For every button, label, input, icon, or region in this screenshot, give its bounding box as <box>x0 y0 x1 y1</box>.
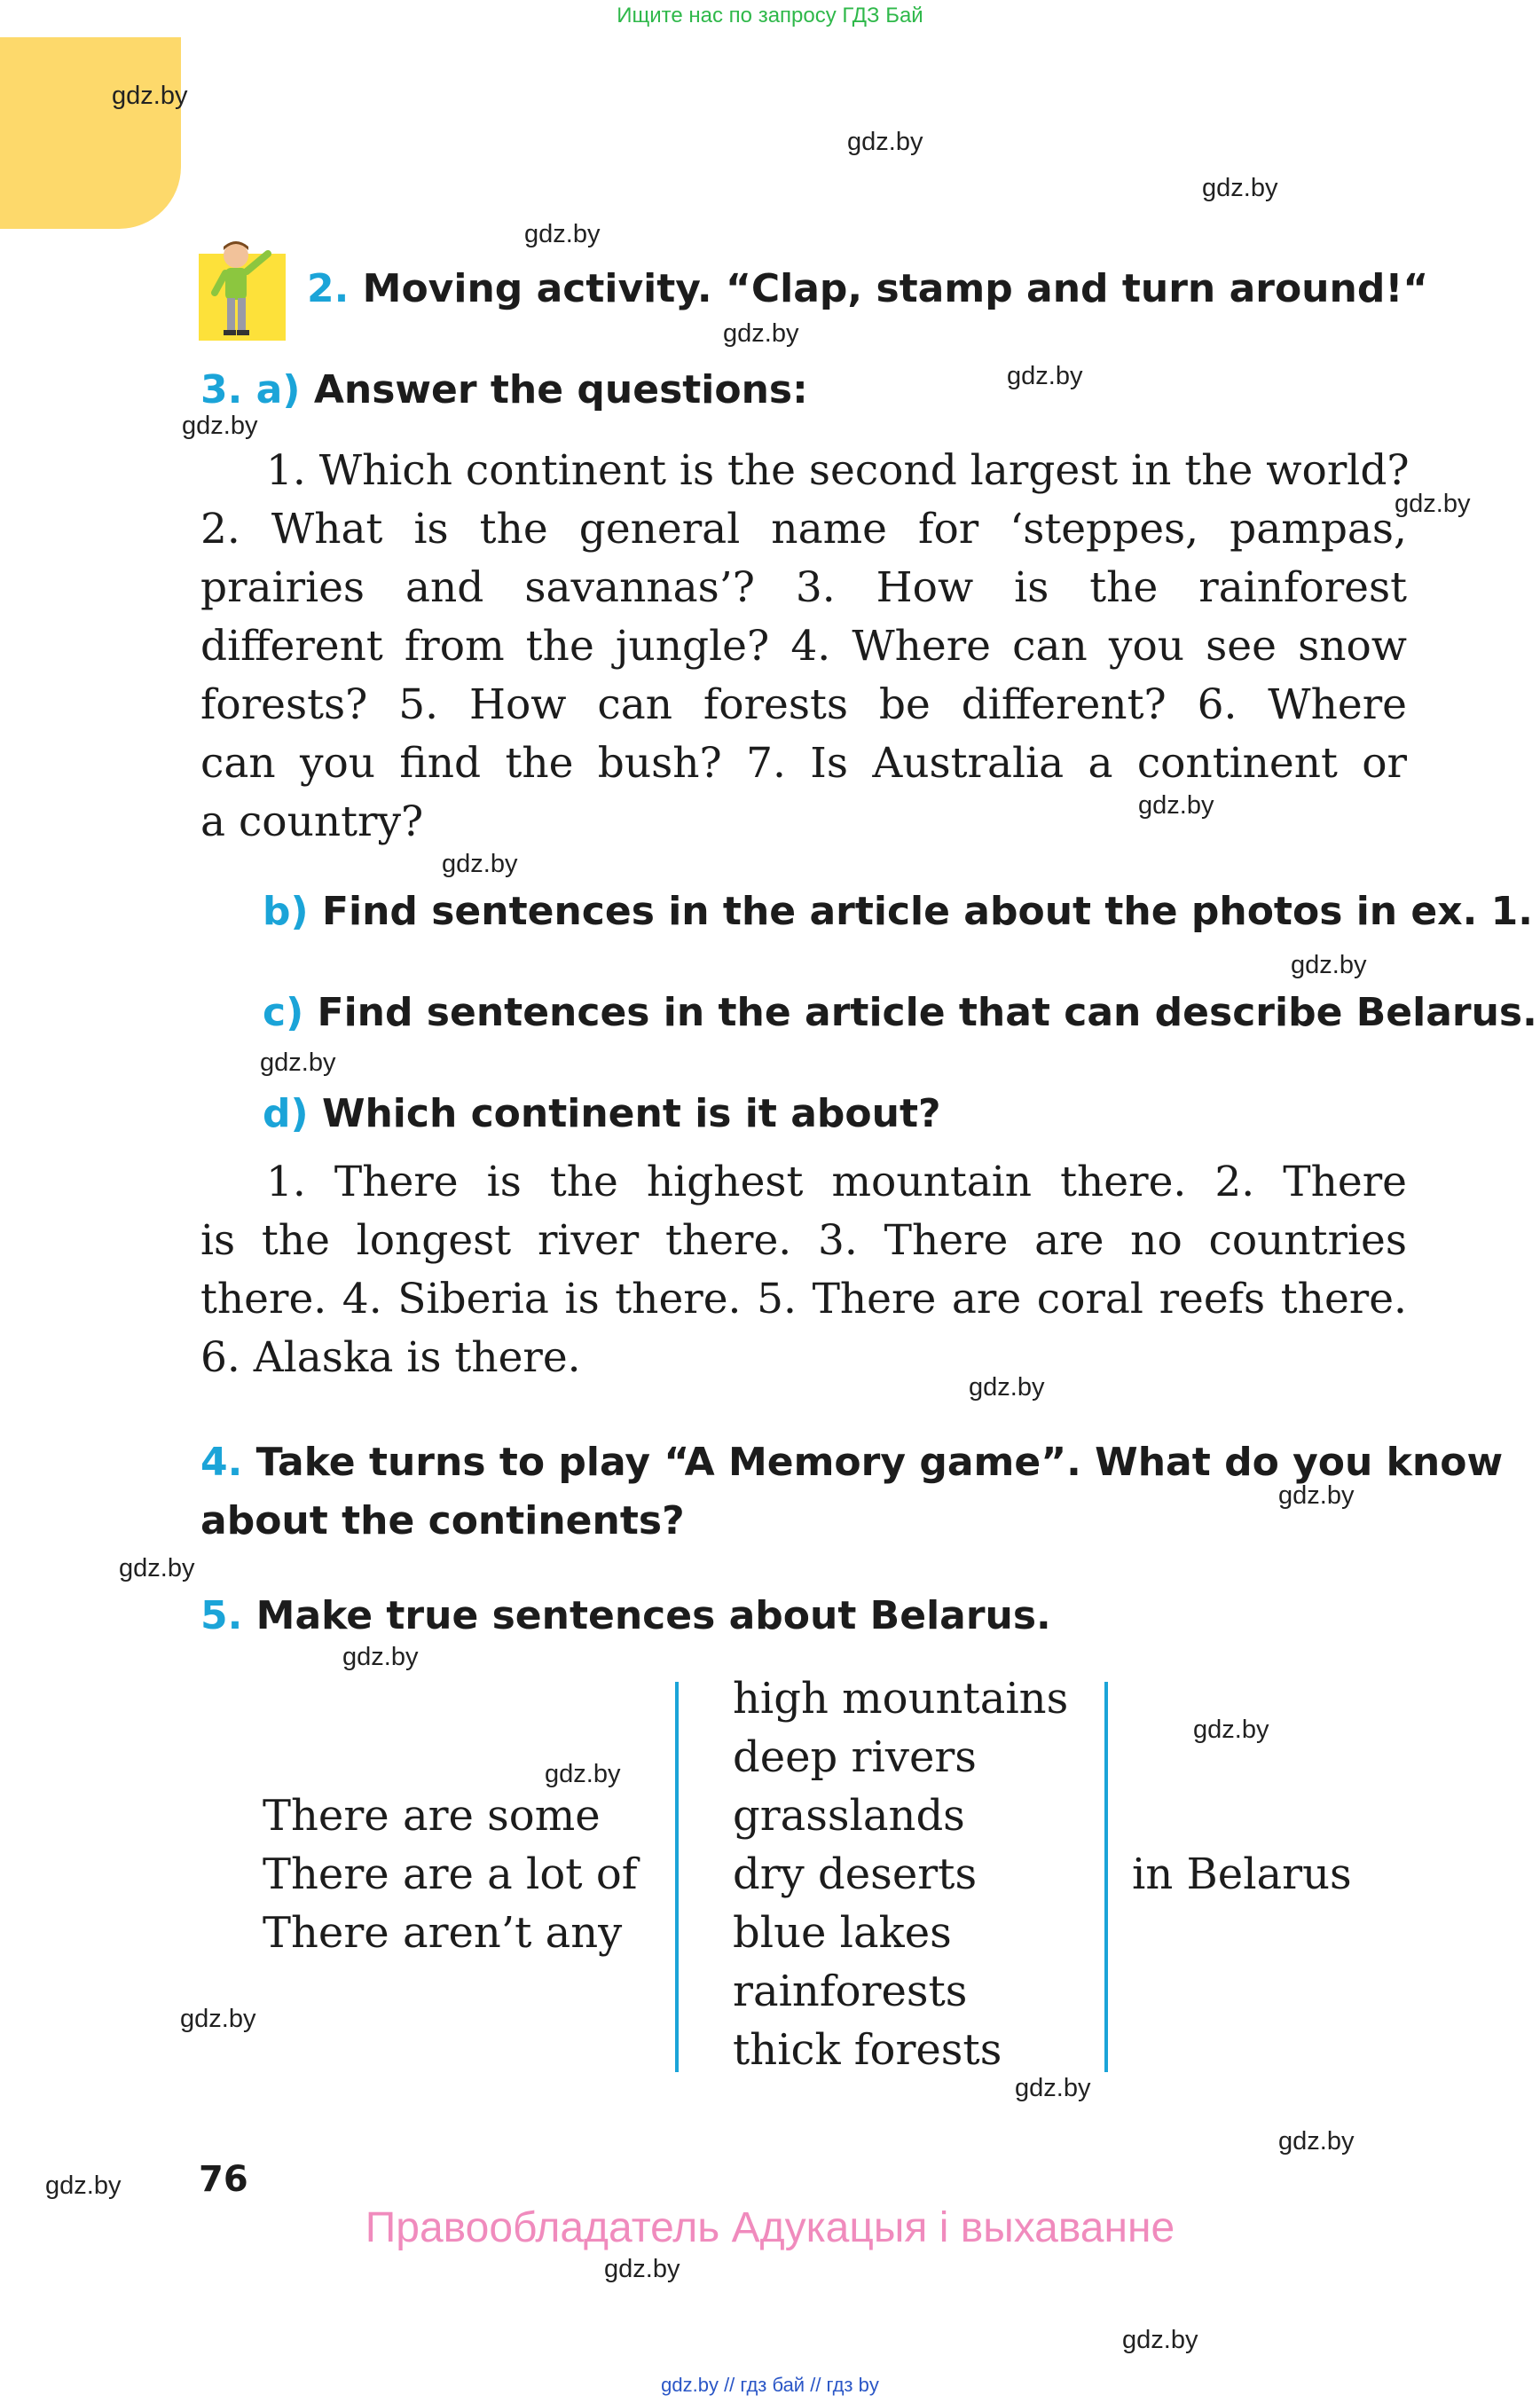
watermark: gdz.by <box>545 1760 621 1788</box>
exercise-number: 3. <box>200 367 243 412</box>
exercise-4-heading <box>200 1433 1503 1551</box>
exercise-5-heading <box>200 1593 1051 1638</box>
watermark: gdz.by <box>1278 1481 1355 1510</box>
noun: dry deserts <box>733 1849 978 1899</box>
starter: There aren’t any <box>263 1908 623 1958</box>
table-divider <box>1104 1682 1108 2072</box>
sentence-ending: in Belarus <box>1132 1849 1352 1899</box>
exercise-text: Find sentences in the article that can describe Belarus. <box>317 990 1537 1035</box>
clue-line: is the longest river there. 3. There are no countries <box>200 1216 1407 1265</box>
noun: blue lakes <box>733 1908 952 1958</box>
noun: grasslands <box>733 1791 965 1841</box>
exercise-3c-heading <box>263 990 1537 1035</box>
watermark: gdz.by <box>723 319 799 348</box>
exercise-number: 5. <box>200 1593 243 1638</box>
question-line: different from the jungle? 4. Where can you see snow <box>200 622 1407 671</box>
clue-line: there. 4. Siberia is there. 5. There are coral reefs there. <box>200 1275 1407 1323</box>
sentence-starters <box>263 1787 638 1962</box>
clue-line: 6. Alaska is there. <box>200 1333 581 1382</box>
exercise-number: 4. <box>200 1440 243 1485</box>
question-line: prairies and savannas’? 3. How is the rainforest <box>200 563 1407 612</box>
watermark: gdz.by <box>1007 362 1083 390</box>
watermark: gdz.by <box>524 220 601 248</box>
watermark: gdz.by <box>119 1554 195 1582</box>
starter: There are a lot of <box>263 1849 638 1899</box>
watermark: gdz.by <box>180 2005 256 2033</box>
clue-line: 1. There is the highest mountain there. 2. There <box>266 1158 1407 1206</box>
exercise-text: Which continent is it about? <box>321 1091 941 1136</box>
watermark: gdz.by <box>1015 2074 1091 2102</box>
watermark: gdz.by <box>1138 791 1214 820</box>
exercise-text: Find sentences in the article about the photos in ex. 1. <box>321 889 1534 934</box>
exercise-text: about the continents? <box>200 1498 685 1543</box>
exercise-letter: d) <box>263 1091 309 1136</box>
site-links[interactable]: gdz.by // гдз бай // гдз by <box>661 2374 879 2396</box>
exercise-letter: c) <box>263 990 304 1035</box>
watermark: gdz.by <box>847 128 923 156</box>
exercise-text: Make true sentences about Belarus. <box>255 1593 1051 1638</box>
table-divider <box>675 1682 679 2072</box>
exercise-text: Moving activity. “Clap, stamp and turn around!“ <box>362 266 1429 311</box>
moving-activity-icon <box>199 236 286 341</box>
watermark: gdz.by <box>342 1643 419 1671</box>
question-line: forests? 5. How can forests be different? 6. Where <box>200 680 1407 729</box>
exercise-3b-heading <box>263 889 1533 934</box>
search-hint: Ищите нас по запросу ГДЗ Бай <box>617 4 923 27</box>
exercise-letter: a) <box>255 367 301 412</box>
watermark: gdz.by <box>604 2255 680 2283</box>
exercise-text: Take turns to play “A Memory game”. What do you know <box>255 1440 1504 1485</box>
questions-paragraph <box>200 442 1410 852</box>
watermark: gdz.by <box>1291 951 1367 979</box>
watermark: gdz.by <box>969 1373 1045 1402</box>
question-line: 1. Which continent is the second largest in the world? <box>266 446 1410 495</box>
noun: thick forests <box>733 2025 1002 2075</box>
copyright-notice: Правообладатель Адукацыя і выхаванне <box>365 2204 1175 2251</box>
exercise-3d-heading <box>263 1091 941 1136</box>
watermark: gdz.by <box>1202 174 1278 202</box>
question-line: 2. What is the general name for ‘steppes, pampas, <box>200 505 1407 554</box>
watermark: gdz.by <box>1193 1716 1269 1744</box>
noun-list <box>733 1669 1068 2079</box>
noun: deep rivers <box>733 1732 977 1782</box>
exercise-3a-heading <box>200 367 808 412</box>
question-line: can you find the bush? 7. Is Australia a continent or <box>200 739 1407 788</box>
noun: high mountains <box>733 1674 1069 1724</box>
starter: There are some <box>263 1791 601 1841</box>
noun: rainforests <box>733 1967 968 2016</box>
watermark: gdz.by <box>1395 490 1471 518</box>
watermark: gdz.by <box>442 850 518 878</box>
watermark: gdz.by <box>1278 2127 1355 2156</box>
exercise-text: Answer the questions: <box>313 367 808 412</box>
exercise-2-heading <box>307 266 1428 311</box>
continent-clues-paragraph <box>200 1153 1407 1387</box>
watermark: gdz.by <box>45 2171 122 2200</box>
exercise-number: 2. <box>307 266 350 311</box>
question-line: a country? <box>200 797 424 846</box>
corner-tab <box>0 37 181 229</box>
watermark: gdz.by <box>112 82 188 110</box>
exercise-letter: b) <box>263 889 309 934</box>
watermark: gdz.by <box>260 1048 336 1077</box>
watermark: gdz.by <box>182 412 258 440</box>
watermark: gdz.by <box>1122 2326 1198 2354</box>
page-number: 76 <box>199 2159 248 2200</box>
